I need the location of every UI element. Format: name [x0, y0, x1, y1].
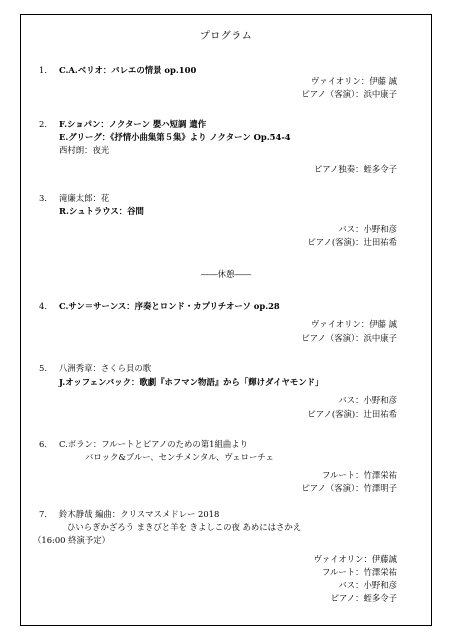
- item-line: 鈴木静哉 編曲：クリスマスメドレー 2018: [59, 509, 220, 519]
- item-line: バロック&ブルー、センチメンタル、ヴェローチェ: [85, 452, 274, 462]
- item-line: J.オッフェンバック：歌劇『ホフマン物語』から「輝けダイヤモンド」: [59, 377, 324, 387]
- performer: バス：小野和彦: [338, 395, 397, 405]
- item-line: ひいらぎかざろう まきびと羊を きよしこの夜 あめにはさかえ: [67, 522, 302, 532]
- item-number: 4．: [39, 301, 53, 311]
- performer: ピアノ：蛭多令子: [330, 593, 397, 603]
- item-line: E.グリーグ：《抒情小曲集第５集》より ノクターン Op.54-4: [59, 132, 291, 142]
- performer: ヴァイオリン：伊藤誠: [313, 554, 397, 564]
- page-title: プログラム: [199, 31, 253, 42]
- item-number: 5．: [39, 363, 53, 373]
- performer: フルート：竹澤栄祐: [321, 567, 397, 577]
- performer: バス：小野和彦: [338, 580, 397, 590]
- item-line: 滝廉太郎：花: [59, 193, 110, 203]
- performer: ヴァイオリン：伊藤 誠: [310, 319, 397, 329]
- intermission: ――休憩――: [200, 269, 252, 279]
- item-line: 西村朗：夜光: [59, 145, 110, 155]
- performer: フルート：竹澤栄祐: [321, 470, 397, 480]
- item-line: F.ショパン：ノクターン 嬰ハ短調 遺作: [59, 119, 207, 129]
- performer: ピアノ（客演）：浜中康子: [301, 89, 397, 99]
- item-number: 7．: [39, 509, 53, 519]
- performer: バス：小野和彦: [338, 224, 397, 234]
- item-number: 2．: [39, 119, 53, 129]
- item-line: C.ボラン：フルートとピアノのための第1組曲より: [59, 439, 248, 449]
- performer: ピアノ(客演)：辻田祐希: [307, 409, 397, 419]
- performer: ピアノ（客演）：浜中康子: [301, 333, 397, 343]
- item-number: 1．: [39, 65, 53, 75]
- performer: ピアノ独奏：蛭多令子: [313, 164, 397, 174]
- item-line: 八洲秀章：さくら貝の歌: [59, 363, 152, 373]
- performer: ピアノ(客演)：辻田祐希: [307, 237, 397, 247]
- item-number: 6．: [39, 439, 53, 449]
- program-page: [20, 14, 432, 626]
- item-line: （16:00 終演予定）: [33, 535, 111, 545]
- item-line: R.シュトラウス：谷間: [59, 206, 144, 216]
- item-number: 3．: [39, 193, 53, 203]
- performer: ピアノ（客演）：竹澤明子: [301, 483, 397, 493]
- performer: ヴァイオリン：伊藤 誠: [310, 76, 397, 86]
- item-line: C.A.ベリオ：バレエの情景 op.100: [59, 65, 197, 75]
- item-line: C.サン＝サーンス：序奏とロンド・カプリチオーソ op.28: [59, 301, 280, 311]
